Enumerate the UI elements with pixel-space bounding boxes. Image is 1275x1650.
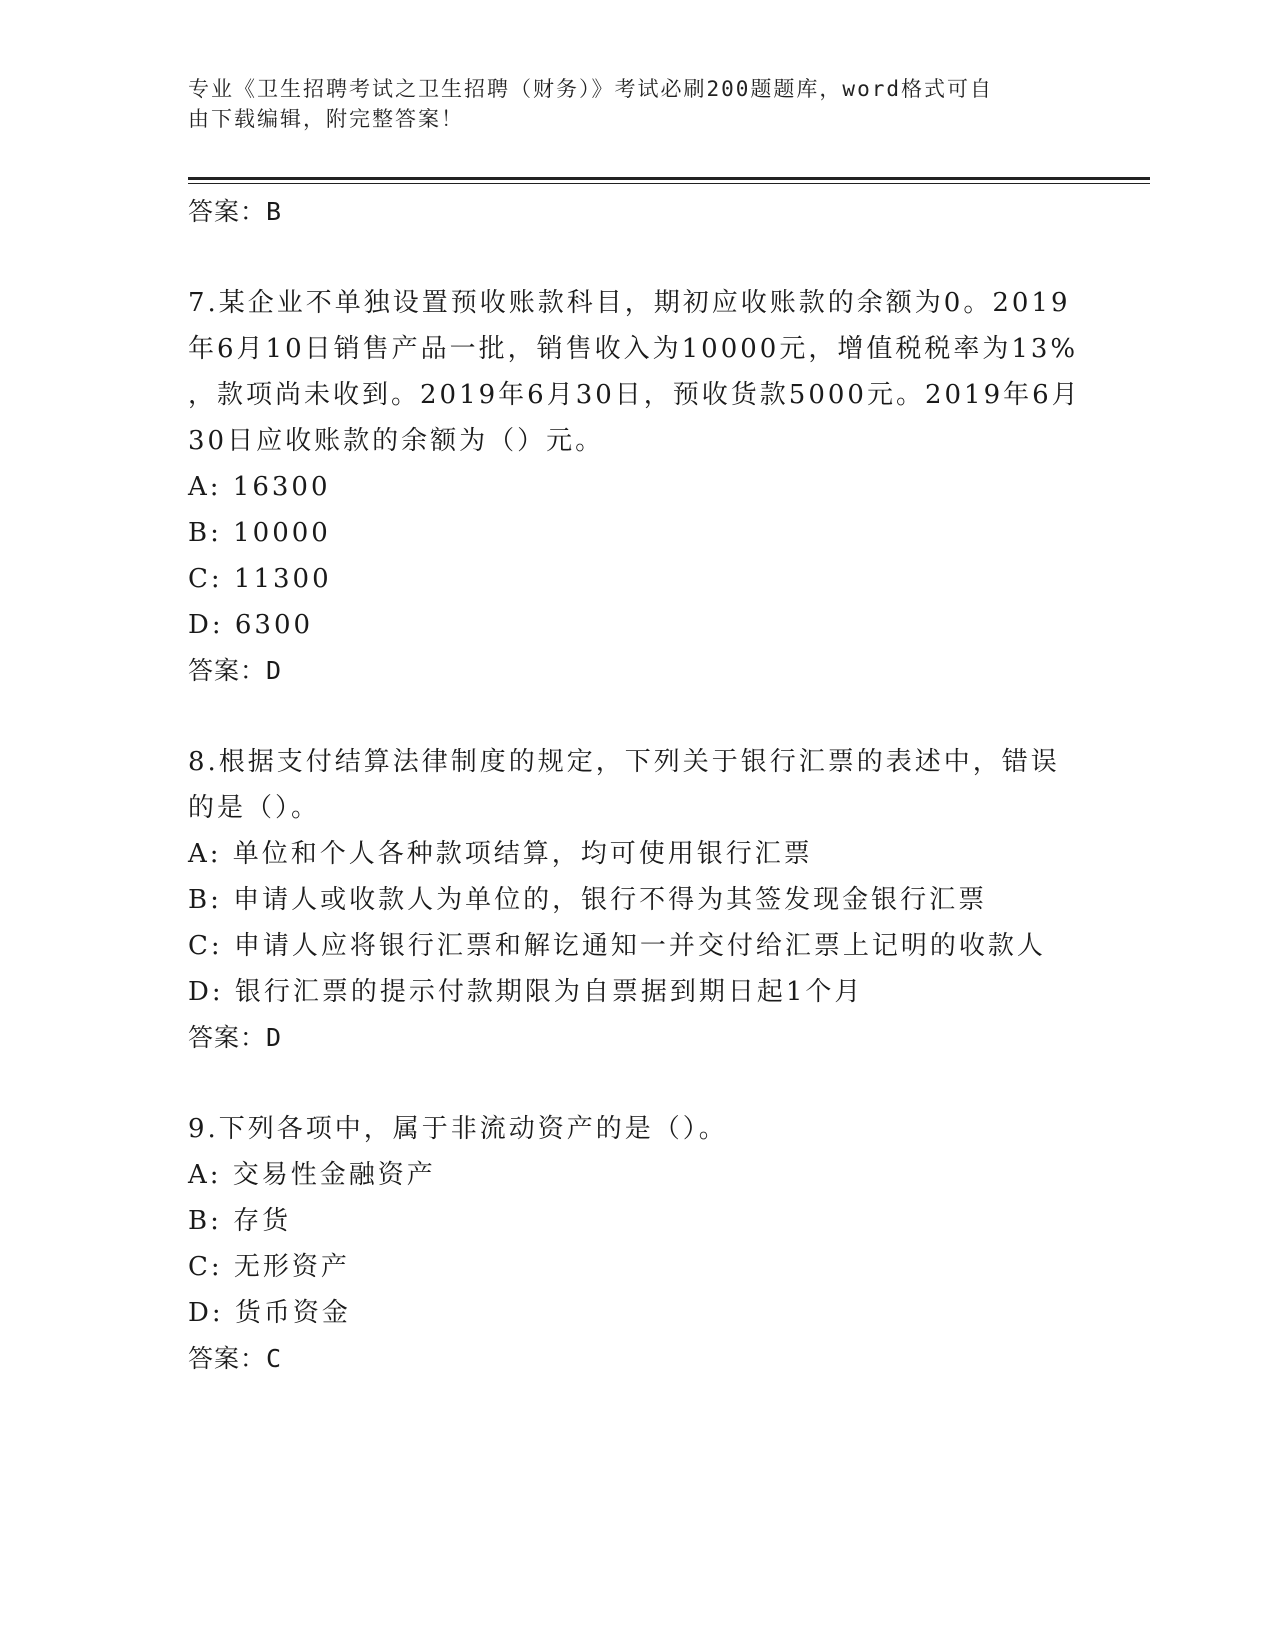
question-9-option-a: A: 交易性金融资产	[188, 1160, 436, 1190]
question-9-option-d: D: 货币资金	[188, 1298, 351, 1328]
document-body	[188, 189, 1088, 1381]
document-header	[188, 74, 1068, 134]
question-7-answer: 答案：D	[188, 656, 283, 685]
question-8-line-2: 的是（）。	[188, 793, 321, 823]
question-9-line-1: 9.下列各项中，属于非流动资产的是（）。	[188, 1114, 728, 1144]
question-8	[188, 739, 1088, 831]
spacer	[188, 693, 1088, 739]
question-9-answer: 答案：C	[188, 1344, 283, 1373]
question-7-option-c: C: 11300	[188, 564, 332, 594]
spacer	[188, 1060, 1088, 1106]
header-line-1: 专业《卫生招聘考试之卫生招聘（财务）》考试必刷200题题库，word格式可自	[188, 77, 993, 101]
question-7-line-1: 7.某企业不单独设置预收账款科目，期初应收账款的余额为0。2019	[188, 288, 1071, 318]
question-8-line-1: 8.根据支付结算法律制度的规定，下列关于银行汇票的表述中，错误	[188, 747, 1060, 777]
previous-answer: 答案：B	[188, 197, 283, 226]
question-9-option-c: C: 无形资产	[188, 1252, 350, 1282]
question-7-option-b: B: 10000	[188, 518, 331, 548]
question-7-line-2: 年6月10日销售产品一批，销售收入为10000元，增值税税率为13%	[188, 334, 1079, 364]
spacer	[188, 234, 1088, 280]
header-line-2: 由下载编辑，附完整答案！	[188, 107, 464, 131]
question-7-option-a: A: 16300	[188, 472, 331, 502]
header-divider-thick	[188, 177, 1150, 180]
question-8-option-b: B: 申请人或收款人为单位的，银行不得为其签发现金银行汇票	[188, 885, 988, 915]
question-7-line-3: ，款项尚未收到。2019年6月30日，预收货款5000元。2019年6月	[188, 380, 1081, 410]
question-7-line-4: 30日应收账款的余额为（）元。	[188, 426, 605, 456]
question-7	[188, 280, 1088, 464]
header-divider-thin	[188, 183, 1150, 184]
question-9-option-b: B: 存货	[188, 1206, 292, 1236]
question-8-option-d: D: 银行汇票的提示付款期限为自票据到期日起1个月	[188, 977, 864, 1007]
question-8-option-a: A: 单位和个人各种款项结算，均可使用银行汇票	[188, 839, 813, 869]
question-7-option-d: D: 6300	[188, 610, 314, 640]
question-9	[188, 1106, 1088, 1152]
question-8-option-c: C: 申请人应将银行汇票和解讫通知一并交付给汇票上记明的收款人	[188, 931, 1046, 961]
question-8-answer: 答案：D	[188, 1023, 283, 1052]
